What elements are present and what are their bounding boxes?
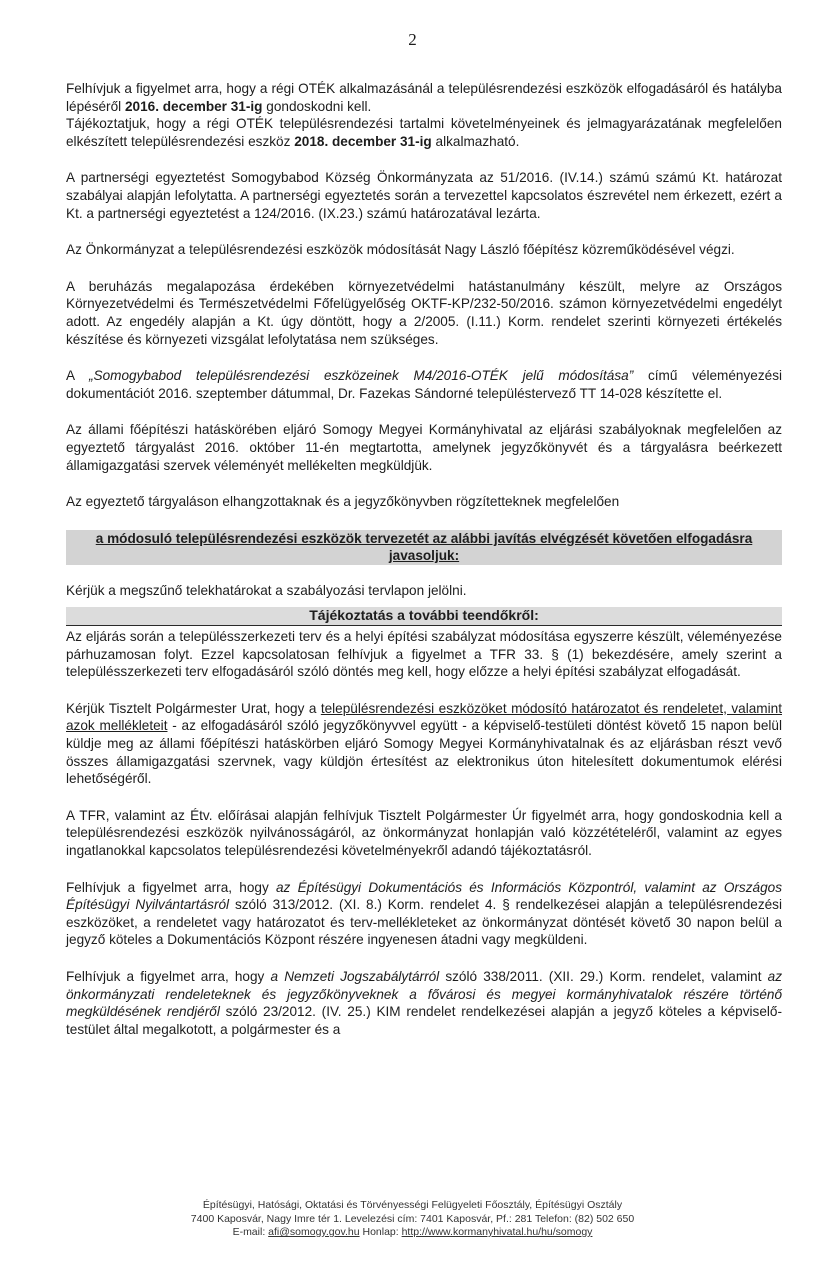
text-run: gondoskodni kell. — [262, 98, 372, 114]
footer-contact — [0, 1226, 825, 1240]
page-footer — [0, 1199, 825, 1240]
italic-text: a Nemzeti Jogszabálytárról — [270, 968, 440, 984]
text-run: Felhívjuk a figyelmet arra, hogy a régi OTÉK alkalmazásánál a településrendezési eszközök elfogadásáról és hatályba lépéséről — [66, 81, 782, 114]
text-run: szóló 338/2011. (XII. 29.) Korm. rendelet, valamint — [439, 968, 768, 984]
recommendation-banner — [66, 530, 782, 565]
deadline-2016: 2016. december 31-ig — [124, 98, 263, 114]
text-run: Tájékoztatjuk, hogy a régi OTÉK településrendezési tartalmi követelményeinek és jelmagyarázatának megfelelően elkészített településrendezési eszköz — [66, 116, 782, 149]
underlined-text: településrendezési eszközöket módosító határozatot és rendeletet, valamint azok mellékleteit — [66, 700, 782, 734]
web-label: Honlap: — [359, 1226, 402, 1238]
text-run: Kérjük Tisztelt Polgármester Urat, hogy a — [66, 700, 321, 716]
text-run: szóló 313/2012. (XI. 8.) Korm. rendelet 4. § rendelkezései alapján a településrendezési eszközöket, a rendeletet vagy határozatot és terv-mellékleteket az önkormányzat döntését követő 30 napon belül a jegyző köteles a Dokumentációs Központ részére ingyenesen átadni vagy megküldeni. — [66, 897, 782, 948]
footer-address: 7400 Kaposvár, Nagy Imre tér 1. Levelezési cím: 7401 Kaposvár, Pf.: 281 Telefon: (82) 502 650 — [190, 1212, 635, 1225]
text-run: szóló 23/2012. (IV. 25.) KIM rendelet rendelkezései alapján a jegyző köteles a képviselő-testület által megalkotott, a polgármester és a — [66, 1004, 782, 1037]
text-run: - az elfogadásáról szóló jegyzőkönyvvel együtt - a képviselő-testületi döntést követő 15 napon belül küldje meg az állami főépítészi hatáskörben eljáró Somogy Megyei Kormányhivatalnak és az eljárásban részt vevő összes államigazgatási szervnek, vagy küldjön értesítést az elektronikus úton hitelesített dokumentumok elérési lehetőségéről. — [66, 718, 782, 787]
paragraph-request: Kérjük a megszűnő telekhatárokat a szabályozási tervlapon jelölni. — [66, 582, 467, 598]
text-run: Felhívjuk a figyelmet arra, hogy — [66, 879, 276, 895]
section-heading: Tájékoztatás a további teendőkről: — [66, 607, 782, 626]
paragraph-negotiation: Az állami főépítészi hatáskörében eljáró Somogy Megyei Kormányhivatal az eljárási szabályoknak megfelelően az egyeztető tárgyalást 2016. október 11-én megtartotta, amelynek jegyzőkönyvét és a tárgyalásra beérkezett államigazgatási szervek véleményét mellékelten megküldjük. — [66, 422, 782, 473]
italic-text: az önkormányzati rendeleteknek és jegyzőkönyveknek a fővárosi és megyei kormányhivatalok részére történő megküldésének rendjéről — [66, 968, 782, 1020]
paragraph-publicity: A TFR, valamint az Étv. előírásai alapján felhívjuk Tisztelt Polgármester Úr figyelmét arra, hogy gondoskodnia kell a településrendezési eszközök nyilvánosságáról, az önkormányzat honlapján való közzétételéről, valamint az egyes ingatlanokkal kapcsolatos településrendezési követelményekről adandó tájékoztatásról. — [66, 807, 782, 858]
paragraph-procedure: Az eljárás során a településszerkezeti terv és a helyi építési szabályzat módosítása egyszerre készült, véleményezése párhuzamosan folyt. Ezzel kapcsolatosan felhívjuk a figyelmet a TFR 33. § (1) bekezdésére, amely szerint a településszerkezeti terv elfogadásáról szóló döntés meg kell, hogy előzze a helyi építési szabályzat elfogadását. — [66, 629, 782, 680]
footer-department: Építésügyi, Hatósági, Oktatási és Törvényességi Felügyeleti Főosztály, Építésügyi Osztály — [202, 1199, 623, 1211]
text-run: A — [66, 368, 90, 384]
paragraph-documentation-center — [66, 879, 782, 949]
paragraph-mayor-request — [66, 700, 782, 788]
italic-text: az Építésügyi Dokumentációs és Információs Központról, valamint az Országos Építésügyi Nyilvántartásról — [66, 879, 782, 913]
document-title: „Somogybabod településrendezési eszközeinek M4/2016-OTÉK jelű módosítása” — [89, 368, 634, 384]
paragraph-documentation — [66, 367, 782, 402]
website-link[interactable]: http://www.kormanyhivatal.hu/hu/somogy — [401, 1226, 593, 1238]
paragraph-partnership: A partnerségi egyeztetést Somogybabod Község Önkormányzata az 51/2016. (IV.14.) számú számú Kt. határozat szabályai alapján lefolytatta. A partnerségi egyeztetés során a tervezettel kapcsolatos észrevétel nem érkezett, ezért a Kt. a partnerségi egyeztetést a 124/2016. (IX.23.) számú határozatával lezárta. — [66, 170, 782, 221]
paragraph-minutes: Az egyeztető tárgyaláson elhangzottaknak és a jegyzőkönyvben rögzítetteknek megfelelően — [66, 494, 620, 510]
email-link[interactable]: afi@somogy.gov.hu — [268, 1226, 360, 1238]
text-run: Felhívjuk a figyelmet arra, hogy — [66, 968, 271, 984]
recommendation-text: a módosuló településrendezési eszközök tervezetét az alábbi javítás elvégzését követően elfogadásra javasoljuk: — [95, 530, 753, 564]
paragraph-legal-repository — [66, 968, 782, 1038]
deadline-2018: 2018. december 31-ig — [294, 133, 432, 149]
text-run: című véleményezési dokumentációt 2016. szeptember dátummal, Dr. Fazekas Sándorné településtervező TT 14-028 készítette el. — [66, 368, 783, 401]
email-label: E-mail: — [232, 1226, 269, 1238]
document-body — [66, 80, 782, 1057]
paragraph-environment: A beruházás megalapozása érdekében környezetvédelmi hatástanulmány készült, melyre az Országos Környezetvédelmi és Természetvédelmi Főfelügyelőség OKTF-KP/232-50/2016. számon környezetvédelmi engedélyt adott. Az engedély alapján a Kt. úgy döntött, hogy a 2/2005. (I.11.) Korm. rendelet szerinti környezeti értékelés készítése és környezeti vizsgálat lefolytatása nem szükséges. — [66, 278, 782, 347]
paragraph-deadline-2018 — [66, 115, 782, 150]
paragraph-deadline-2016 — [66, 80, 782, 115]
paragraph-municipality: Az Önkormányzat a településrendezési eszközök módosítását Nagy László főépítész közreműködésével végzi. — [66, 242, 735, 258]
page-number: 2 — [408, 30, 417, 49]
text-run: alkalmazható. — [431, 133, 520, 149]
